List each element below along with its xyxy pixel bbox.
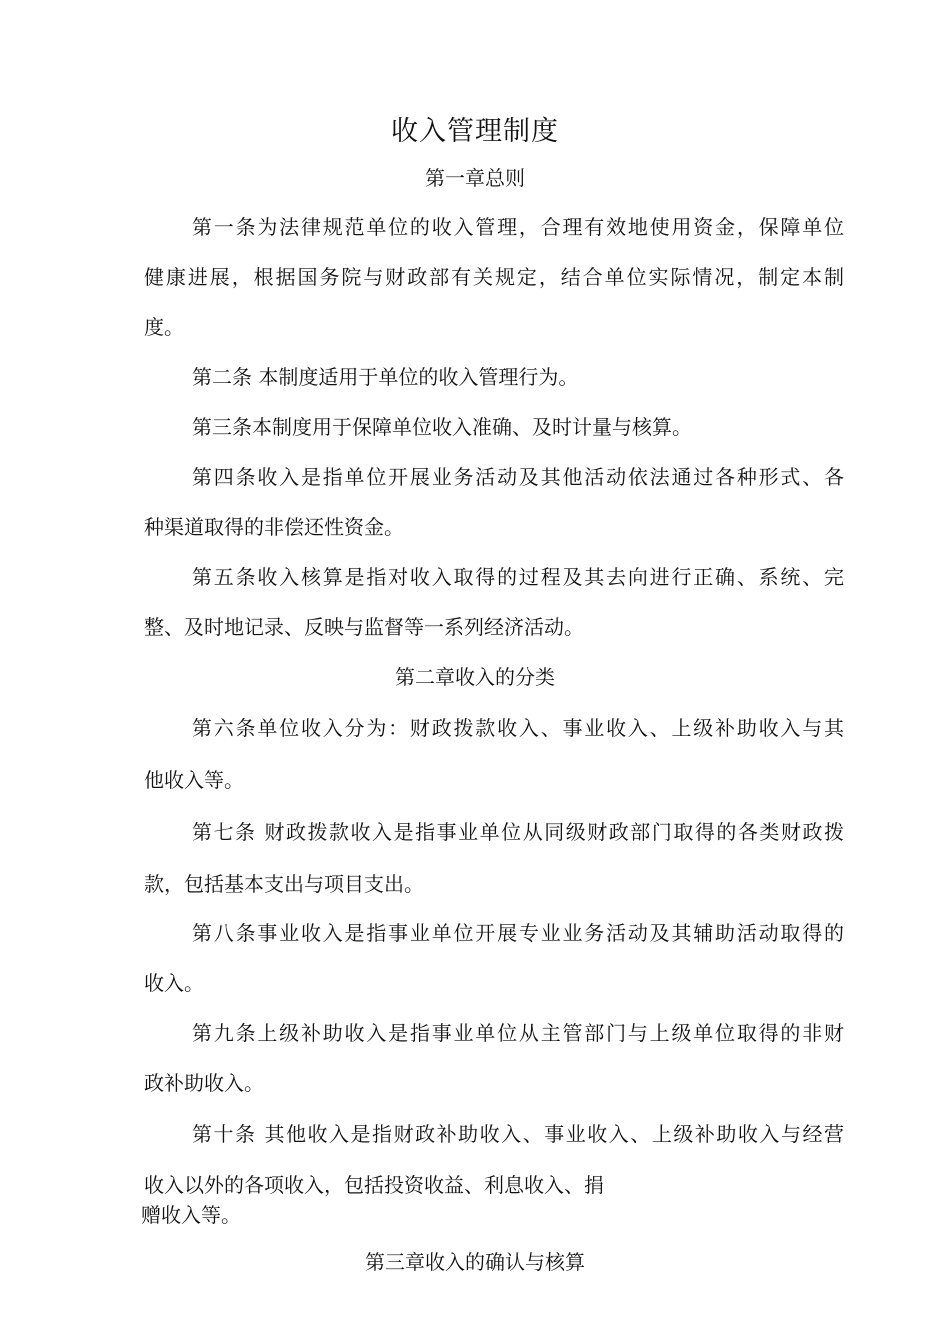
chapter-heading-1: 第一章总则 (425, 166, 525, 190)
document-title: 收入管理制度 (391, 116, 559, 147)
text-line: 第十条 其他收入是指财政补助收入、事业收入、上级补助收入与经营 (192, 1122, 844, 1146)
text-line: 收入以外的各项收入，包括投资收益、利息收入、捐 (144, 1173, 604, 1197)
text-line: 度。 (144, 315, 184, 339)
text-line: 第五条收入核算是指对收入取得的过程及其去向进行正确、系统、完 (192, 565, 844, 589)
text-line: 第四条收入是指单位开展业务活动及其他活动依法通过各种形式、各 (192, 465, 844, 489)
text-line: 第八条事业收入是指事业单位开展专业业务活动及其辅助活动取得的 (192, 921, 844, 945)
text-line: 第六条单位收入分为：财政拨款收入、事业收入、上级补助收入与其 (192, 716, 844, 740)
text-line: 赠收入等。 (141, 1203, 241, 1227)
chapter-heading-3: 第三章收入的确认与核算 (365, 1250, 585, 1274)
text-line: 收入。 (144, 971, 204, 995)
text-line: 第一条为法律规范单位的收入管理，合理有效地使用资金，保障单位 (192, 215, 844, 239)
text-line: 种渠道取得的非偿还性资金。 (144, 515, 404, 539)
text-line: 第九条上级补助收入是指事业单位从主管部门与上级单位取得的非财 (192, 1021, 844, 1045)
text-line: 第二条 本制度适用于单位的收入管理行为。 (192, 365, 579, 389)
text-line: 第七条 财政拨款收入是指事业单位从同级财政部门取得的各类财政拨 (192, 820, 844, 844)
chapter-heading-2: 第二章收入的分类 (395, 665, 555, 689)
text-line: 整、及时地记录、反映与监督等一系列经济活动。 (144, 615, 584, 639)
text-line: 他收入等。 (144, 768, 244, 792)
text-line: 健康进展，根据国务院与财政部有关规定，结合单位实际情况，制定本制 (144, 265, 844, 289)
text-line: 政补助收入。 (144, 1071, 264, 1095)
text-line: 第三条本制度用于保障单位收入准确、及时计量与核算。 (192, 415, 692, 439)
text-line: 款，包括基本支出与项目支出。 (144, 872, 424, 896)
